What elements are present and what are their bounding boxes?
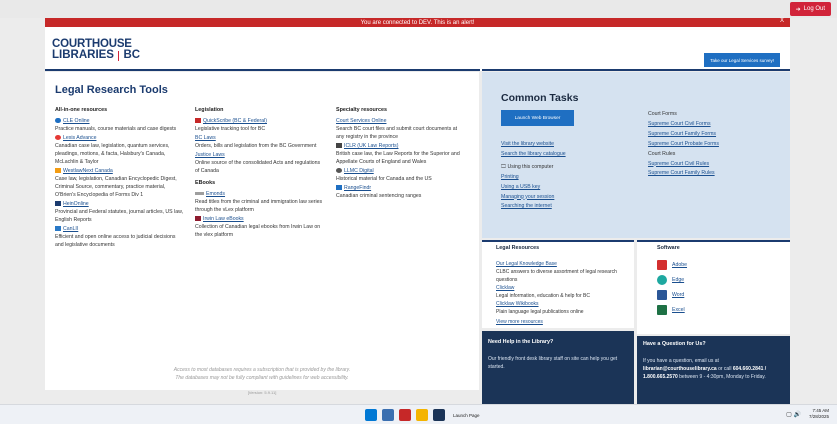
resource-desc: Online source of the consolidated Acts and regulations of Canada (195, 160, 321, 174)
logout-icon: ➜ (795, 6, 801, 13)
resource-desc: Orders, bills and legislation from the BC Government (195, 143, 317, 149)
panel-title: Legal Resources (496, 245, 540, 251)
llmc-icon (336, 168, 342, 173)
common-tasks-panel (482, 72, 790, 238)
alert-text: You are connected to DEV. This is an alert! (360, 19, 475, 26)
software-edge[interactable] (657, 275, 684, 285)
resource-item (336, 184, 466, 200)
software-excel[interactable] (657, 305, 685, 315)
file-explorer-icon[interactable] (416, 409, 428, 421)
legal-resource-link[interactable]: Clicklaw Wikibooks (496, 301, 539, 307)
subscription-note (45, 366, 479, 382)
panel-title: Common Tasks (501, 92, 579, 104)
panel-title: Have a Question for Us? (643, 341, 706, 347)
resource-link[interactable]: CLE Online (63, 118, 90, 124)
question-text3: between 9 - 4:30pm, Monday to Friday. (679, 374, 766, 380)
resource-link[interactable]: HeinOnline (63, 201, 89, 207)
courthouse-libraries-logo[interactable] (52, 39, 142, 61)
tasks-right-links (648, 110, 719, 179)
legal-resource-link[interactable]: Our Legal Knowledge Base (496, 261, 557, 267)
resource-link[interactable]: ICLR (UK Law Reports) (344, 143, 399, 149)
note-line2: The databases may not be fully compliant with guidelines for web accessibility. (175, 375, 349, 381)
westlaw-icon (55, 168, 61, 173)
resource-desc: Canadian case law, legislation, quantum services, pleadings, motions, & facta, Halsbury's Canada, McLachlin & Taylor (55, 143, 170, 165)
app-icon[interactable] (399, 409, 411, 421)
emonds-icon (195, 192, 204, 195)
clock[interactable] (809, 408, 829, 420)
resource-item (55, 167, 185, 199)
resource-item (55, 134, 185, 166)
court-form-link[interactable]: Supreme Court Probate Forms (648, 140, 719, 147)
resource-desc: Practice manuals, course materials and case digests (55, 126, 177, 132)
panel-title: Legal Research Tools (55, 84, 168, 96)
resource-item (55, 117, 185, 133)
taskbar-app-label[interactable]: Launch Page (453, 412, 480, 418)
clock-date: 7/28/2025 (808, 414, 829, 419)
task-link[interactable]: Searching the internet (501, 203, 552, 210)
resource-desc: Case law, legislation, Canadian Encyclopedic Digest, Criminal Source, commentary, practice material, O'Brien's Encyclopedia of Forms Div 1 (55, 176, 177, 198)
irwin-icon (195, 216, 201, 221)
network-icon: ▢ (786, 412, 792, 418)
contact-email[interactable]: librarian@courthouselibrary.ca (643, 366, 717, 372)
column-heading: All-in-one resources (55, 107, 108, 113)
task-link[interactable]: Using a USB key (501, 183, 541, 190)
resource-desc: Collection of Canadian legal ebooks from Irwin Law on the vlex platform (195, 224, 321, 238)
word-icon (657, 290, 667, 300)
logout-button[interactable] (790, 2, 831, 16)
software-link[interactable]: Excel (672, 307, 685, 313)
legal-resources-panel (482, 240, 634, 328)
question-panel (637, 336, 790, 404)
iclr-icon (336, 143, 342, 148)
resource-link[interactable]: Court Services Online (336, 118, 387, 124)
court-rules-label: Court Rules (648, 150, 676, 157)
resource-item (195, 190, 325, 214)
question-text (643, 357, 788, 381)
software-link[interactable]: Word (672, 292, 685, 298)
note-line1: Access to most databases requires a subscription that is provided by the library. (173, 367, 351, 373)
legal-resource-desc: Plain language legal publications online (496, 309, 584, 315)
computer-icon: 🖵 (501, 163, 507, 170)
resource-item (195, 134, 325, 150)
panel-top-bar (482, 240, 634, 242)
resource-link[interactable]: Lexis Advance (63, 135, 97, 141)
software-panel (637, 240, 790, 334)
dev-alert-banner (45, 18, 790, 27)
canlii-icon (55, 226, 61, 231)
lexis-icon (55, 135, 61, 140)
legal-research-tools-panel (45, 72, 479, 395)
help-text: Our friendly front desk library staff on site can help you get started. (488, 356, 618, 370)
resource-desc: Search BC court files and submit court documents at any registry in the province (336, 126, 458, 140)
resource-link[interactable]: LLMC Digital (344, 168, 374, 174)
question-text1: If you have a question, email us at (643, 358, 719, 364)
resource-item (195, 215, 325, 239)
survey-button[interactable]: Take our Legal Services survey! (704, 53, 780, 67)
legal-resource-desc: Legal information, education & help for BC (496, 293, 590, 299)
resource-desc: Read titles from the criminal and immigration law series through the vLex platform (195, 199, 323, 213)
hein-icon (55, 201, 61, 206)
resource-desc: Provincial and Federal statutes, journal articles, US law, English Reports (55, 209, 184, 223)
adobe-icon (657, 260, 667, 270)
resource-item (195, 117, 325, 133)
resource-item (336, 117, 466, 141)
resource-link[interactable]: Justice Laws (195, 152, 225, 158)
panel-top-bar (637, 240, 790, 242)
task-view-icon[interactable] (382, 409, 394, 421)
tasks-left-links (501, 140, 566, 212)
resource-item (55, 200, 185, 224)
resource-desc: British case law, the Law Reports for the Superior and Appellate Courts of England and Wales (336, 151, 460, 165)
all-in-one-column (55, 106, 185, 250)
specialty-column (336, 106, 466, 201)
column-heading: Legislation (195, 107, 224, 113)
top-bar (0, 0, 837, 18)
court-rule-link[interactable]: Supreme Court Family Rules (648, 170, 715, 177)
launch-web-browser-button[interactable]: Launch Web Browser (501, 110, 574, 126)
logo-line2a: LIBRARIES (52, 49, 114, 61)
software-word[interactable] (657, 290, 684, 300)
computer-label: Using this computer (507, 163, 554, 170)
court-forms-label: Court Forms (648, 111, 677, 117)
system-tray[interactable] (786, 411, 801, 418)
resource-item (195, 151, 325, 175)
resource-link[interactable]: QuickScribe (BC & Federal) (203, 118, 267, 124)
resource-desc: Historical material for Canada and the US (336, 176, 432, 182)
rangefindr-icon (336, 185, 342, 190)
resource-item (55, 225, 185, 249)
windows-taskbar (0, 404, 837, 424)
task-link[interactable]: Managing your session (501, 193, 555, 200)
resource-item (336, 167, 466, 183)
task-link[interactable]: Search the library catalogue (501, 150, 566, 157)
left-divider (45, 69, 480, 71)
resource-link[interactable]: WestlawNext Canada (63, 168, 113, 174)
resource-link[interactable]: CanLII (63, 226, 79, 232)
contact-phone: 604.660.2841 / 1.800.665.2570 (643, 366, 767, 380)
panel-title: Software (657, 245, 680, 251)
question-text2: or call (718, 366, 732, 372)
alert-close-button[interactable]: X (779, 18, 784, 24)
software-adobe[interactable] (657, 260, 687, 270)
column-heading: EBooks (195, 180, 216, 186)
need-help-panel (482, 331, 634, 404)
edge-icon (657, 275, 667, 285)
resource-desc: Canadian criminal sentencing ranges (336, 193, 422, 199)
version-label: [Version: 5.9.11] (247, 390, 277, 395)
legal-resource-desc: CLBC answers to diverse assortment of legal research questions (496, 269, 617, 283)
column-heading: Specialty resources (336, 107, 387, 113)
taskbar-icons (365, 409, 480, 421)
resource-link[interactable]: BC Laws (195, 135, 216, 141)
logo-divider (118, 51, 120, 61)
court-rule-link[interactable]: Supreme Court Civil Rules (648, 160, 710, 167)
resource-link[interactable]: Emonds (206, 191, 226, 197)
resource-desc: Efficient and open online access to judicial decisions and legislative documents (55, 234, 176, 248)
app-window (45, 18, 790, 404)
logo-line2b: BC (123, 49, 141, 61)
panel-title: Need Help in the Library? (488, 339, 554, 345)
legislation-column (195, 106, 325, 240)
court-form-link[interactable]: Supreme Court Family Forms (648, 130, 717, 137)
cle-icon (55, 118, 61, 123)
logo-line1: COURTHOUSE (52, 38, 132, 50)
resource-item (336, 142, 466, 166)
clock-time: 7:45 AM (812, 408, 829, 413)
software-link[interactable]: Adobe (672, 262, 688, 268)
windows-start-icon[interactable] (365, 409, 377, 421)
legal-resources-list (496, 260, 626, 326)
task-link[interactable]: Visit the library website (501, 141, 554, 147)
task-link[interactable]: Printing (501, 173, 519, 180)
logout-label: Log Out (803, 6, 825, 12)
resource-desc: Legislative tracking tool for BC (195, 126, 266, 132)
excel-icon (657, 305, 667, 315)
quickscribe-icon (195, 118, 201, 123)
legal-resource-link[interactable]: Clicklaw (496, 285, 515, 291)
launch-page-icon[interactable] (433, 409, 445, 421)
court-form-link[interactable]: Supreme Court Civil Forms (648, 120, 711, 127)
right-divider (482, 69, 790, 71)
volume-icon: 🔊 (793, 412, 801, 418)
resource-link[interactable]: Irwin Law eBooks (203, 216, 244, 222)
view-more-resources-link[interactable]: View more resources (496, 319, 543, 325)
software-link[interactable]: Edge (672, 277, 685, 283)
resource-link[interactable]: RangeFindr (344, 185, 372, 191)
